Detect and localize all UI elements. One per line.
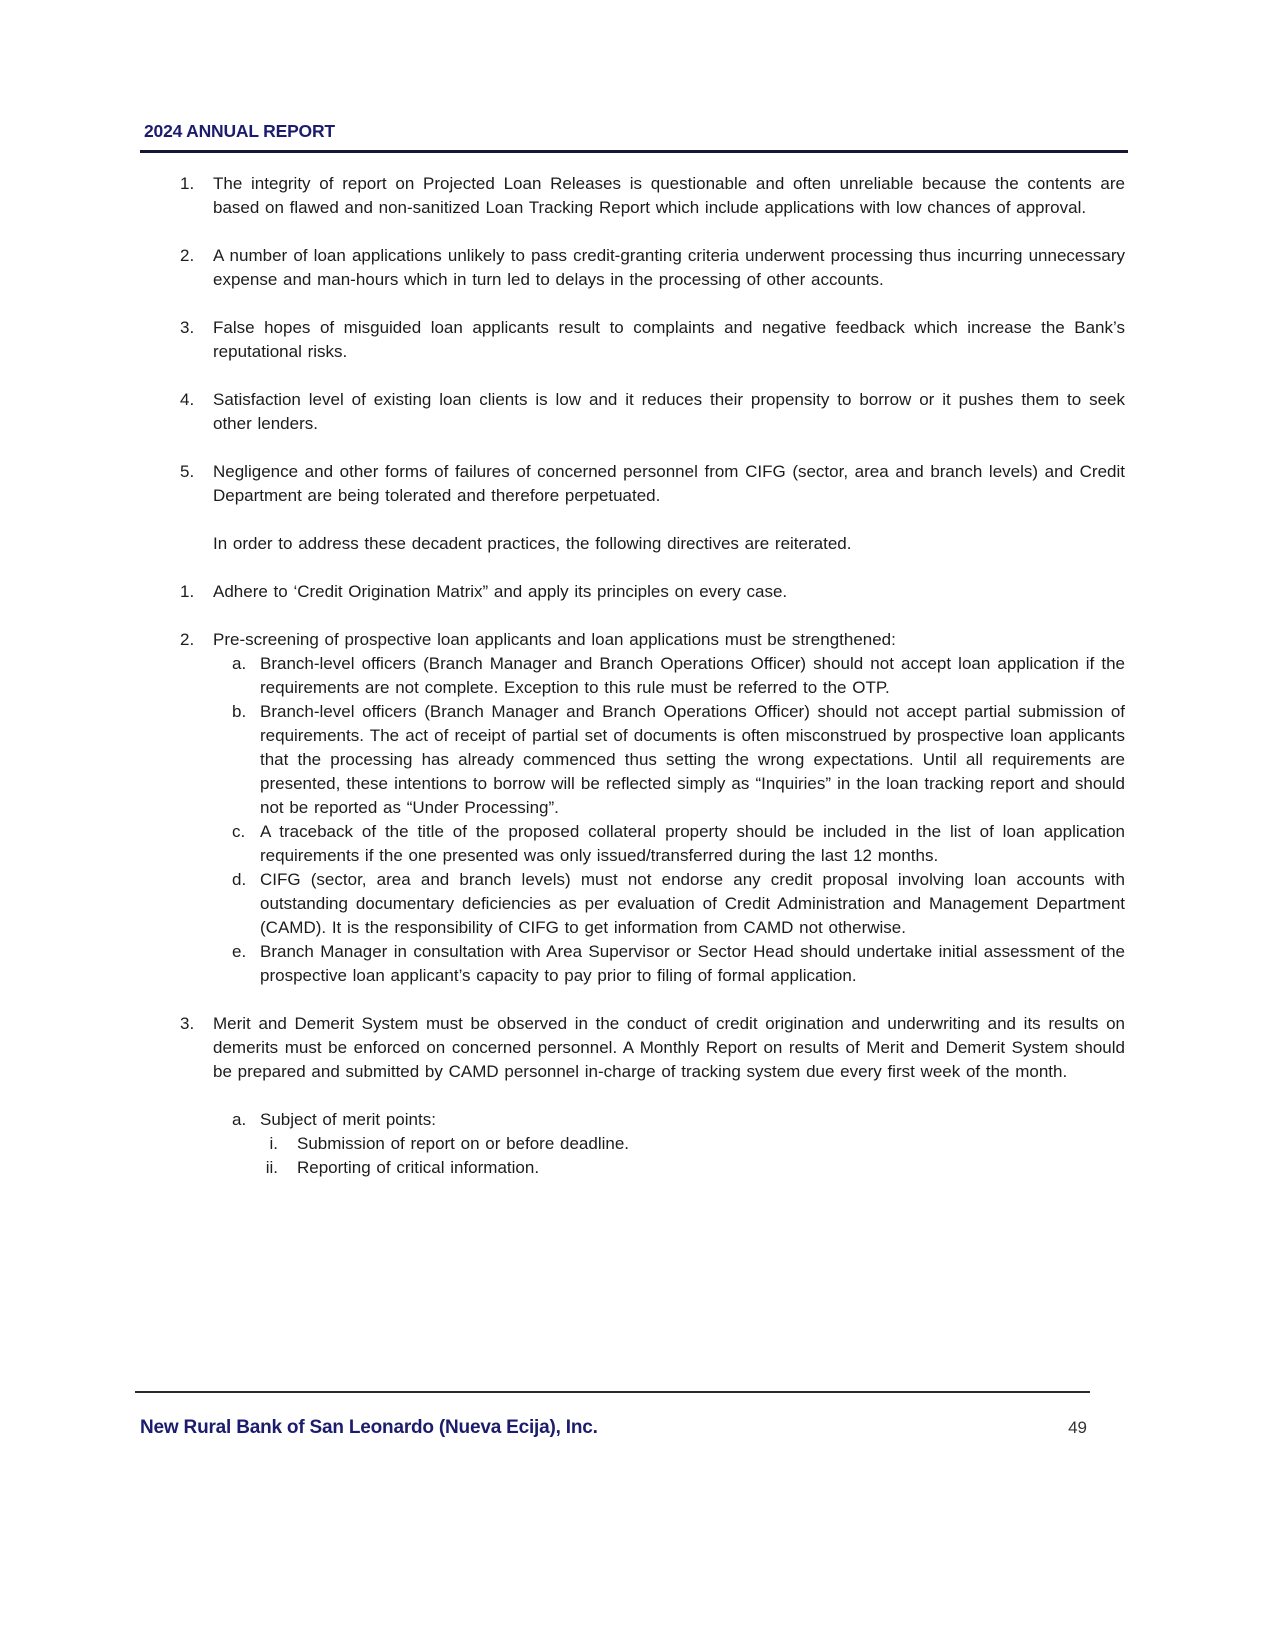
sub-item-letter: a. [232,1110,247,1129]
list-item-number: 2. [180,246,195,265]
footer-divider [135,1391,1090,1393]
sub-item-letter: a. [232,654,247,673]
list-item [140,316,1125,364]
sub-list-item [140,820,1125,868]
list-item-number: 4. [180,390,195,409]
roman-item-numeral: i. [269,1134,278,1153]
list-item-text: False hopes of misguided loan applicants result to complaints and negative feedback which increase the Bank’s reputational risks. [213,318,1125,361]
roman-item-numeral: ii. [265,1158,278,1177]
sub-item-text: A traceback of the title of the proposed collateral property should be included in the list of loan application requirements if the one presented was only issued/transferred during the last 12 months. [260,822,1125,865]
sub-item-letter: c. [232,822,246,841]
list-item-text: Adhere to ‘Credit Origination Matrix” and apply its principles on every case. [213,582,788,601]
list-item-number: 1. [180,582,195,601]
sub-item-letter: b. [232,702,247,721]
sub-list-item [140,940,1125,988]
list-item-number: 3. [180,318,195,337]
directive-group [140,1012,1125,1180]
document-body [140,172,1125,1180]
page-header [140,121,1128,153]
list-item-text: Merit and Demerit System must be observed in the conduct of credit origination and underwriting and its results on demerits must be enforced on concerned personnel. A Monthly Report on results of Merit and Demerit System should be prepared and submitted by CAMD personnel in-charge of tracking system due every first week of the month. [213,1014,1125,1081]
sub-list-item [140,868,1125,940]
sub-item-text: CIFG (sector, area and branch levels) must not endorse any credit proposal involving loan accounts with outstanding documentary deficiencies as per evaluation of Credit Administration and Management Department (CAMD). It is the responsibility of CIFG to get information from CAMD not otherwise. [260,870,1125,937]
list-item-text: A number of loan applications unlikely to pass credit-granting criteria underwent processing thus incurring unnecessary expense and man-hours which in turn led to delays in the processing of other accounts. [213,246,1125,289]
list-item-text: Negligence and other forms of failures of concerned personnel from CIFG (sector, area and branch levels) and Credit Department are being tolerated and therefore perpetuated. [213,462,1125,505]
sub-list-item [140,652,1125,700]
sub-item-text: Branch-level officers (Branch Manager and Branch Operations Officer) should not accept partial submission of requirements. The act of receipt of partial set of documents is often misconstrued by prospective loan applicants that the processing has already commenced thus setting the wrong expectations. Until all requirements are presented, these intentions to borrow will be reflected simply as “Inquiries” in the loan tracking report and should not be reported as “Under Processing”. [260,702,1125,817]
roman-item-text: Submission of report on or before deadline. [297,1134,630,1153]
roman-list-item [140,1132,1125,1156]
footer-bank-name: New Rural Bank of San Leonardo (Nueva Ecija), Inc. [140,1417,598,1438]
list-item-number: 3. [180,1014,195,1033]
sub-item-text: Branch Manager in consultation with Area Supervisor or Sector Head should undertake initial assessment of the prospective loan applicant’s capacity to pay prior to filing of formal application. [260,942,1125,985]
directive-group [140,628,1125,988]
intro-paragraph: In order to address these decadent practices, the following directives are reiterated. [213,534,852,553]
list-item-text: Satisfaction level of existing loan clients is low and it reduces their propensity to borrow or it pushes them to seek other lenders. [213,390,1125,433]
list-item [140,1012,1125,1084]
sub-list-item [140,1108,1125,1132]
page-footer [140,1417,1087,1439]
sub-list-item [140,700,1125,820]
list-item [140,388,1125,436]
list-item-number: 1. [180,174,195,193]
sub-item-text: Subject of merit points: [260,1110,436,1129]
list-item-number: 5. [180,462,195,481]
footer-page-number: 49 [1068,1418,1087,1437]
roman-item-text: Reporting of critical information. [297,1158,540,1177]
list-item-text: The integrity of report on Projected Loan Releases is questionable and often unreliable because the contents are based on flawed and non-sanitized Loan Tracking Report which include applications with low chances of approval. [213,174,1125,217]
roman-list-item [140,1156,1125,1180]
list-item [140,244,1125,292]
list-item [140,580,1125,604]
header-title: 2024 ANNUAL REPORT [144,121,335,141]
sub-item-text: Branch-level officers (Branch Manager and Branch Operations Officer) should not accept loan application if the requirements are not complete. Exception to this rule must be referred to the OTP. [260,654,1125,697]
list-item-text: Pre-screening of prospective loan applicants and loan applications must be strengthened: [213,630,896,649]
list-item [140,172,1125,220]
sub-item-letter: e. [232,942,247,961]
list-item [140,628,1125,652]
list-item [140,460,1125,508]
list-item-number: 2. [180,630,195,649]
sub-item-letter: d. [232,870,247,889]
